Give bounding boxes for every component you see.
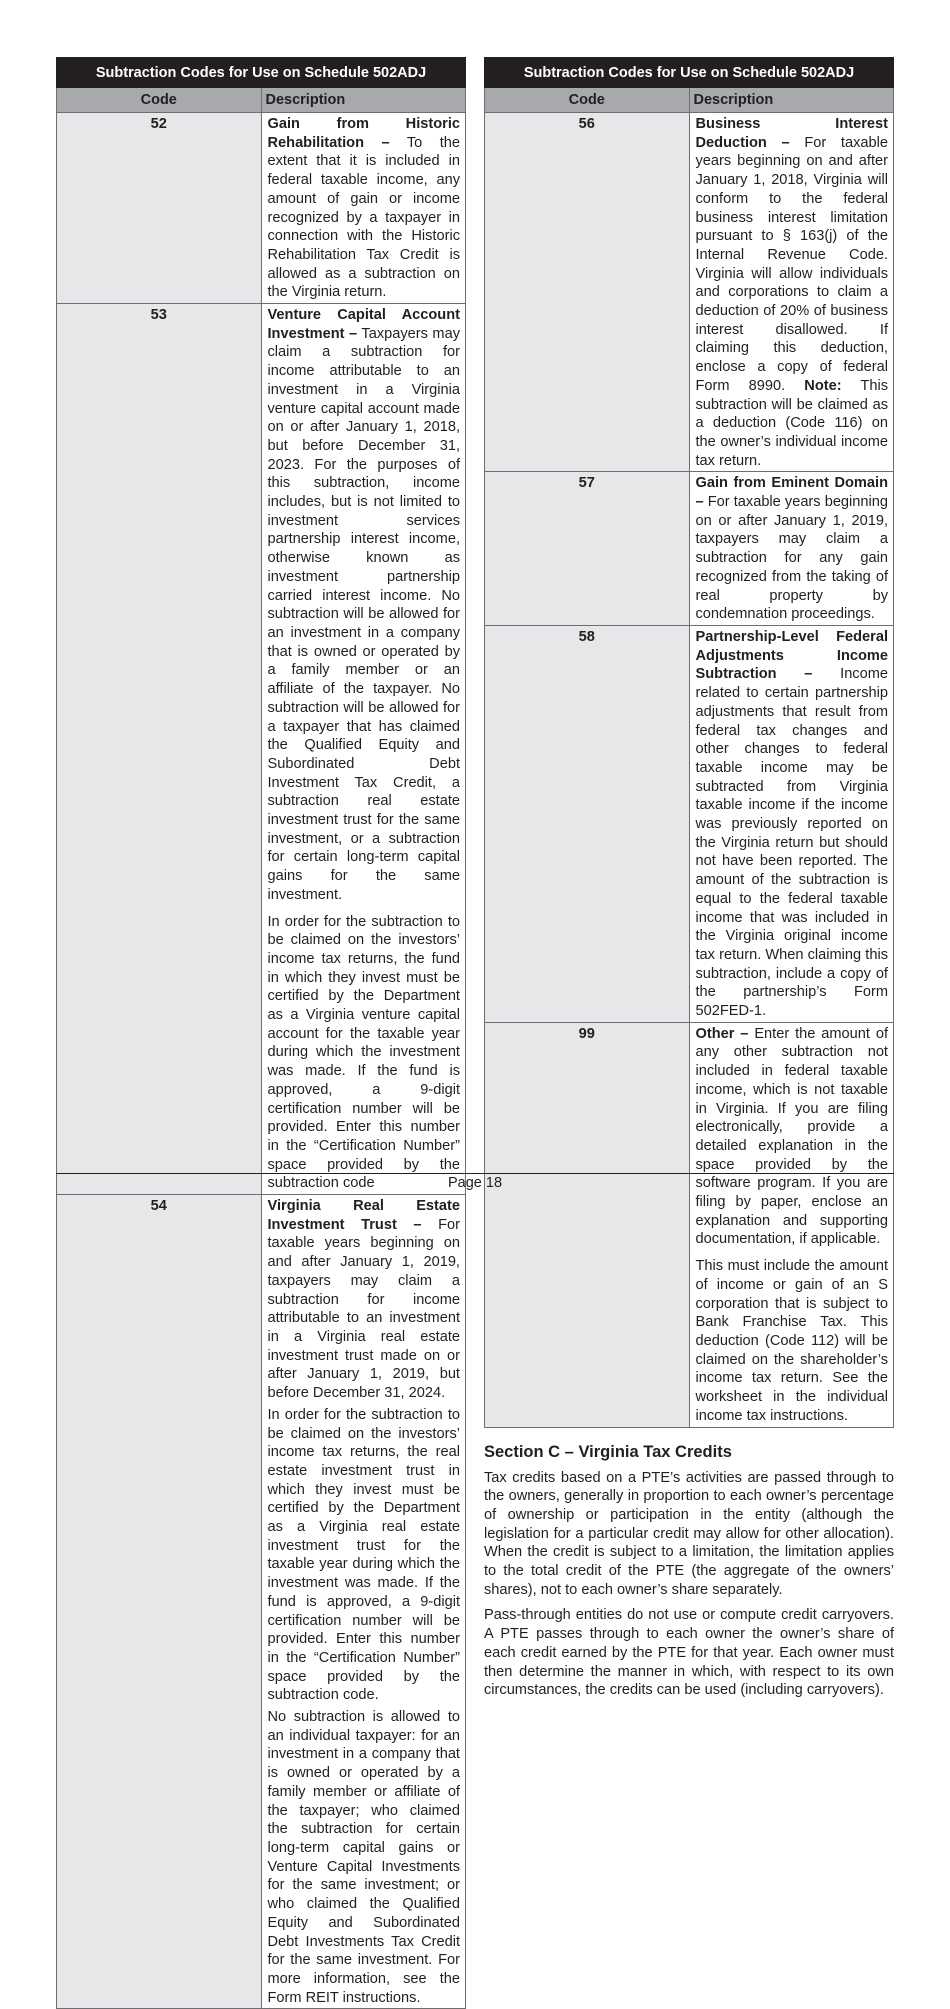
column-header-description: Description [689, 88, 894, 113]
item-paragraph: No subtraction is allowed to an individual taxpayer: for an investment in a company that is owned or operated by a family member or affiliate of the taxpayer; who claimed the subtraction for certain long-term capital gains or Venture Capital Investments for the same investment; or who claimed the Qualified Equity and Subordinated Debt Investments Tax Credit for the same investment. For more information, see the Form REIT instructions. [267, 1709, 460, 2006]
item-text: For taxable years beginning on and after January 1, 2018, Virginia will conform to the federal business interest limitation pursuant to § 163(j) of the Internal Revenue Code. Virginia will allow individuals and corporations to claim a deduction of 20% of business interest disallowed. If claiming this deduction, enclose a copy of federal Form 8990. [695, 134, 888, 394]
table-row-56 [485, 113, 894, 472]
page-number: Page 18 [447, 1175, 503, 1191]
item-text: Income related to certain partnership adjustments that result from federal tax changes and other changes to federal taxable income may be subtracted from Virginia taxable income if the income was previously reported on the Virginia return but should not have been reported. The amount of the subtraction is equal to the federal taxable income that was included in the Virginia original income tax return. When claiming this subtraction, include a copy of the partnership’s Form 502FED-1. [695, 666, 888, 1020]
subtraction-codes-table-right [484, 57, 894, 1428]
item-paragraph: In order for the subtraction to be claimed on the investors’ income tax returns, the fund in which they invest must be certified by the Department as a Virginia venture capital account for the taxable year during which the investment was made. If the fund is approved, a 9-digit certification number will be provided. Enter this number in the “Certification Number” space provided by the subtraction code [267, 913, 460, 1192]
code-cell: 53 [57, 304, 262, 1195]
item-text: Taxpayers may claim a subtraction for income attributable to an investment in a Virginia venture capital account made on or after January 1, 2018, but before December 31, 2023. For the purposes of this subtraction, income includes, but is not limited to investment services partnership interest income, otherwise known as investment partnership carried interest income. No subtraction will be allowed for an investment in a company that is owned or operated by a family member or an affiliate of the taxpayer. No subtraction will be allowed for a taxpayer that has claimed the Qualified Equity and Subordinated Debt Investment Tax Credit, a subtraction real estate investment trust for the same investment, or a subtraction for certain long-term capital gains for the same investment. [267, 325, 460, 903]
item-title: Other – [695, 1025, 749, 1042]
column-header-description: Description [261, 88, 466, 113]
item-text: For taxable years beginning on and after January 1, 2019, taxpayers may claim a subtraction for income attributable to an investment in a Virginia real estate investment trust made on or after January 1, 2019, but before December 31, 2024. [267, 1216, 460, 1402]
note-label: Note: [804, 377, 842, 394]
description-cell [261, 113, 466, 304]
item-title: Venture Capital Account Investment – [267, 307, 460, 342]
column-header-code: Code [485, 88, 690, 113]
code-cell: 54 [57, 1195, 262, 2009]
item-paragraph: This must include the amount of income or gain of an S corporation that is subject to Bank Franchise Tax. This deduction (Code 112) will be claimed on the shareholder’s income tax return. See the worksheet in the individual income tax instructions. [695, 1258, 888, 1424]
item-text: Enter the amount of any other subtraction not included in federal taxable income, which is not taxable in Virginia. If you are filing electronically, provide a detailed explanation in the space provided by the software program. If you are filing by paper, enclose an explanation and supporting documentation, if applicable. [695, 1025, 888, 1248]
table-row-57 [485, 472, 894, 626]
code-cell: 56 [485, 113, 690, 472]
section-heading: Section C – Virginia Tax Credits [484, 1442, 732, 1461]
description-cell [261, 304, 466, 1195]
item-title: Partnership-Level Federal Adjustments Income Subtraction – [695, 628, 888, 683]
note-text: This subtraction will be claimed as a deduction (Code 116) on the owner’s individual income tax return. [695, 377, 888, 469]
code-cell: 99 [485, 1022, 690, 1427]
description-cell [689, 1022, 894, 1427]
description-cell [689, 113, 894, 472]
item-title: Gain from Historic Rehabilitation – [267, 116, 460, 151]
table-row-99 [485, 1022, 894, 1427]
left-column [56, 57, 466, 2009]
item-title: Business Interest Deduction – [695, 116, 888, 151]
item-title: Virginia Real Estate Investment Trust – [267, 1198, 460, 1233]
item-text: To the extent that it is included in federal taxable income, any amount of gain or income recognized by a taxpayer in connection with the Historic Rehabilitation Tax Credit is allowed as a subtraction on the Virginia return. [267, 134, 461, 301]
right-column [484, 57, 894, 1700]
section-c [484, 1442, 894, 1700]
code-cell: 57 [485, 472, 690, 626]
code-cell: 58 [485, 625, 690, 1022]
column-header-code: Code [57, 88, 262, 113]
table-row-53 [57, 304, 466, 1195]
description-cell [689, 472, 894, 626]
section-paragraph: Tax credits based on a PTE’s activities are passed through to the owners, generally in proportion to each owner’s percentage of ownership or participation in the entity (although the legislation for a particular credit may allow for other allocation). When the credit is subject to a limitation, the limitation applies to the total credit of the PTE (the aggregate of the owners’ shares), not to each owner’s share separately. [484, 1469, 894, 1598]
description-cell [261, 1195, 466, 2009]
table-title: Subtraction Codes for Use on Schedule 502ADJ [57, 58, 466, 88]
footer-divider [56, 1173, 894, 1174]
item-text: For taxable years beginning on or after January 1, 2019, taxpayers may claim a subtraction for any gain recognized from the taking of real property by condemnation proceedings. [695, 494, 888, 623]
code-cell: 52 [57, 113, 262, 304]
description-cell [689, 625, 894, 1022]
table-row-54 [57, 1195, 466, 2009]
table-row-58 [485, 625, 894, 1022]
subtraction-codes-table-left [56, 57, 466, 2009]
table-title: Subtraction Codes for Use on Schedule 502ADJ [485, 58, 894, 88]
item-paragraph: In order for the subtraction to be claimed on the investors’ income tax returns, the real estate investment trust in which they invest must be certified by the Department as a Virginia real estate investment trust for the taxable year during which the investment was made. If the fund is approved, a 9-digit certification number will be provided. Enter this number in the “Certification Number” space provided by the subtraction code. [267, 1406, 460, 1704]
table-row-52 [57, 113, 466, 304]
section-paragraph: Pass-through entities do not use or compute credit carryovers. A PTE passes through to each owner the owner’s share of each credit earned by the PTE for that year. Each owner must then determine the manner in which, with respect to its own circumstances, the credits can be used (including carryovers). [484, 1607, 894, 1699]
item-title: Gain from Eminent Domain – [695, 475, 888, 511]
